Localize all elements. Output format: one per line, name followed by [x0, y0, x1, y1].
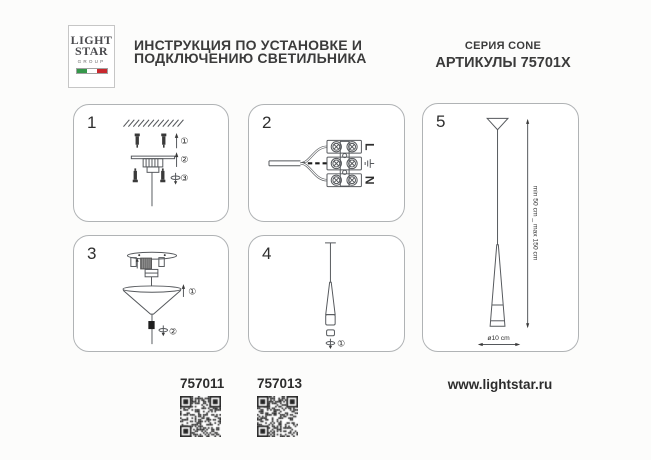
terminal-block: [327, 140, 361, 186]
lightstar-logo: [68, 25, 115, 88]
qr-code-757013: [257, 396, 298, 437]
step4-marker-1: ①: [337, 339, 346, 350]
pendant-cone: [326, 282, 335, 325]
page-title-line1: ИНСТРУКЦИЯ ПО УСТАНОВКЕ И: [134, 37, 363, 53]
step-1-diagram: [74, 105, 228, 221]
step-3-panel: [73, 235, 229, 352]
terminal-screw-icon: [331, 142, 357, 186]
up-arrow-icon: [175, 152, 179, 167]
qr-code-757011: [180, 396, 221, 437]
rotate-icon: [159, 325, 168, 336]
step-3-diagram: [74, 236, 228, 351]
step3-marker-2: ②: [169, 327, 178, 338]
step-2-number: 2: [262, 113, 272, 132]
diameter-label: ø10 cm: [487, 335, 510, 343]
ceiling-hatch-icon: [123, 120, 183, 127]
step1-marker-1: ①: [180, 136, 189, 147]
wire-live: [300, 147, 327, 164]
step-4-number: 4: [262, 244, 272, 263]
cord-grip: [148, 321, 154, 329]
anchor-screw-icon: [135, 134, 140, 148]
cone-shade: [123, 286, 181, 314]
step-3-number: 3: [87, 244, 97, 263]
step1-marker-2: ②: [180, 155, 189, 166]
qr-label-757013: 757013: [257, 376, 303, 391]
logo-word-star: STAR: [74, 44, 109, 58]
height-dimension: [526, 119, 539, 328]
ceiling-plate: [127, 252, 176, 277]
fixing-screw-icon: [160, 168, 165, 182]
fixing-screw-icon: [133, 168, 138, 182]
terminal-label-neutral: N: [362, 175, 377, 185]
italy-flag-icon: [76, 68, 108, 74]
step3-marker-1: ①: [188, 287, 197, 298]
step-1-number: 1: [87, 113, 97, 132]
step-1-panel: [73, 104, 229, 222]
step-2-panel: [248, 104, 405, 222]
website-url: www.lightstar.ru: [447, 377, 553, 392]
canopy: [487, 118, 508, 129]
logo-word-light: LIGHT: [70, 33, 113, 47]
step-5-number: 5: [436, 112, 446, 131]
rotate-icon: [326, 339, 335, 349]
step-4-diagram: [249, 236, 404, 351]
diffuser-cap: [327, 330, 335, 336]
articles-label: АРТИКУЛЫ 75701X: [435, 55, 571, 71]
earth-ground-icon: [365, 159, 374, 168]
mounting-plate: [131, 156, 174, 172]
power-cable: [269, 161, 300, 166]
up-arrow-icon: [175, 133, 179, 148]
page-title-line2: ПОДКЛЮЧЕНИЮ СВЕТИЛЬНИКА: [134, 50, 367, 66]
step1-marker-3: ③: [180, 174, 189, 185]
terminal-label-live: L: [362, 143, 377, 151]
height-range-label: min 50 cm _ max 150 cm: [531, 185, 539, 261]
diameter-dimension: [478, 335, 520, 346]
rotate-icon: [171, 173, 180, 185]
step-2-diagram: [249, 105, 404, 221]
step-5-panel: [422, 103, 579, 352]
step-4-panel: [248, 235, 405, 352]
page-title: [134, 39, 367, 65]
article-block: [428, 40, 578, 71]
up-arrow-icon: [182, 284, 185, 297]
logo-word-group: GROUP: [77, 59, 106, 64]
series-label: СЕРИЯ CONE: [464, 40, 542, 52]
qr-label-757011: 757011: [180, 376, 225, 391]
pendant-cone: [490, 245, 505, 326]
wire-neutral: [300, 163, 327, 180]
step-5-diagram: [423, 104, 578, 351]
anchor-screw-icon: [161, 134, 166, 148]
